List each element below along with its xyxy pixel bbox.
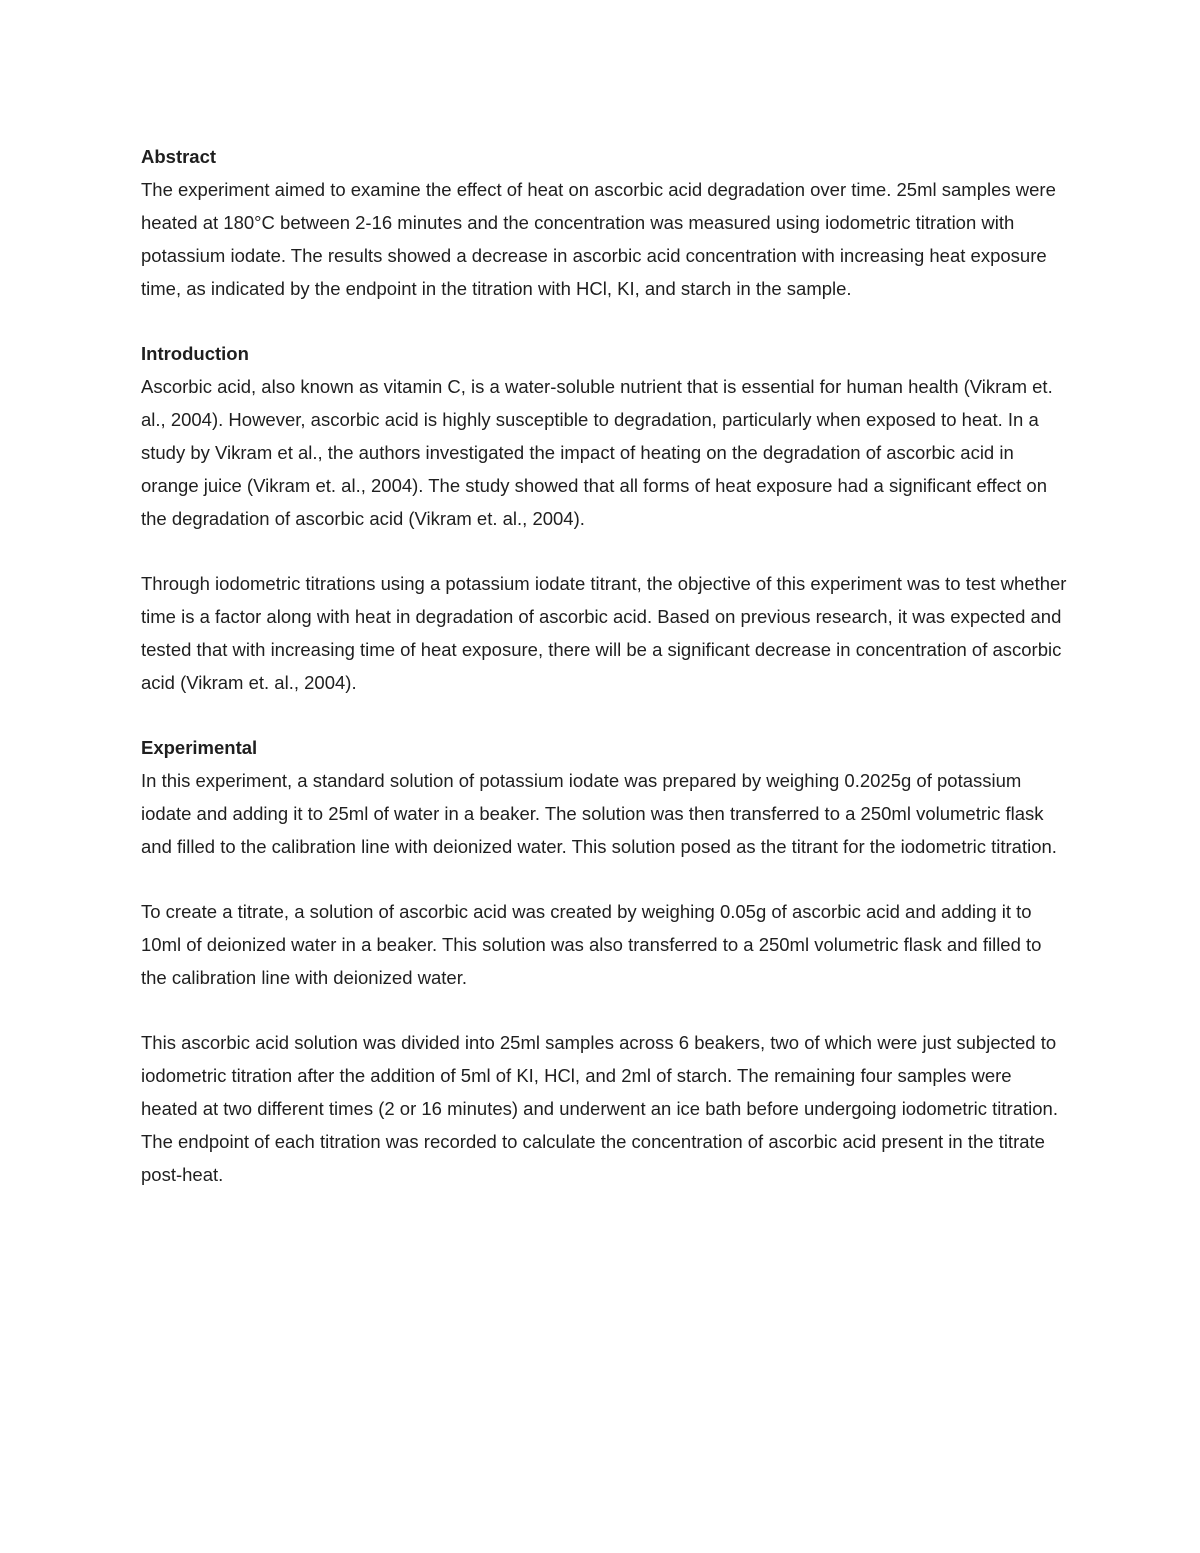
- abstract-heading: Abstract: [141, 146, 217, 167]
- abstract-paragraph: The experiment aimed to examine the effect of heat on ascorbic acid degradation over time. 25ml samples were heated at 180°C between 2-16 minutes and the concentration was measured using iodometric titration with potassium iodate. The results showed a decrease in ascorbic acid concentration with increasing heat exposure time, as indicated by the endpoint in the titration with HCl, KI, and starch in the sample.: [141, 179, 1056, 299]
- abstract-section: [141, 140, 1071, 305]
- document-body: [141, 140, 1071, 1223]
- experimental-paragraph-1: In this experiment, a standard solution of potassium iodate was prepared by weighing 0.2025g of potassium iodate and adding it to 25ml of water in a beaker. The solution was then transferred to a 250ml volumetric flask and filled to the calibration line with deionized water. This solution posed as the titrant for the iodometric titration.: [141, 770, 1057, 857]
- introduction-paragraph-2: Through iodometric titrations using a potassium iodate titrant, the objective of this experiment was to test whether time is a factor along with heat in degradation of ascorbic acid. Based on previous research, it was expected and tested that with increasing time of heat exposure, there will be a significant decrease in concentration of ascorbic acid (Vikram et. al., 2004).: [141, 573, 1067, 693]
- experimental-section: [141, 731, 1071, 1191]
- experimental-paragraph-3: This ascorbic acid solution was divided into 25ml samples across 6 beakers, two of which were just subjected to iodometric titration after the addition of 5ml of KI, HCl, and 2ml of starch. The remaining four samples were heated at two different times (2 or 16 minutes) and underwent an ice bath before undergoing iodometric titration. The endpoint of each titration was recorded to calculate the concentration of ascorbic acid present in the titrate post-heat.: [141, 1032, 1058, 1185]
- experimental-paragraph-2: To create a titrate, a solution of ascorbic acid was created by weighing 0.05g of ascorbic acid and adding it to 10ml of deionized water in a beaker. This solution was also transferred to a 250ml volumetric flask and filled to the calibration line with deionized water.: [141, 901, 1042, 988]
- experimental-heading: Experimental: [141, 737, 258, 758]
- introduction-section: [141, 337, 1071, 699]
- introduction-heading: Introduction: [141, 343, 249, 364]
- introduction-paragraph-1: Ascorbic acid, also known as vitamin C, is a water-soluble nutrient that is essential for human health (Vikram et. al., 2004). However, ascorbic acid is highly susceptible to degradation, particularly when exposed to heat. In a study by Vikram et al., the authors investigated the impact of heating on the degradation of ascorbic acid in orange juice (Vikram et. al., 2004). The study showed that all forms of heat exposure had a significant effect on the degradation of ascorbic acid (Vikram et. al., 2004).: [141, 376, 1053, 529]
